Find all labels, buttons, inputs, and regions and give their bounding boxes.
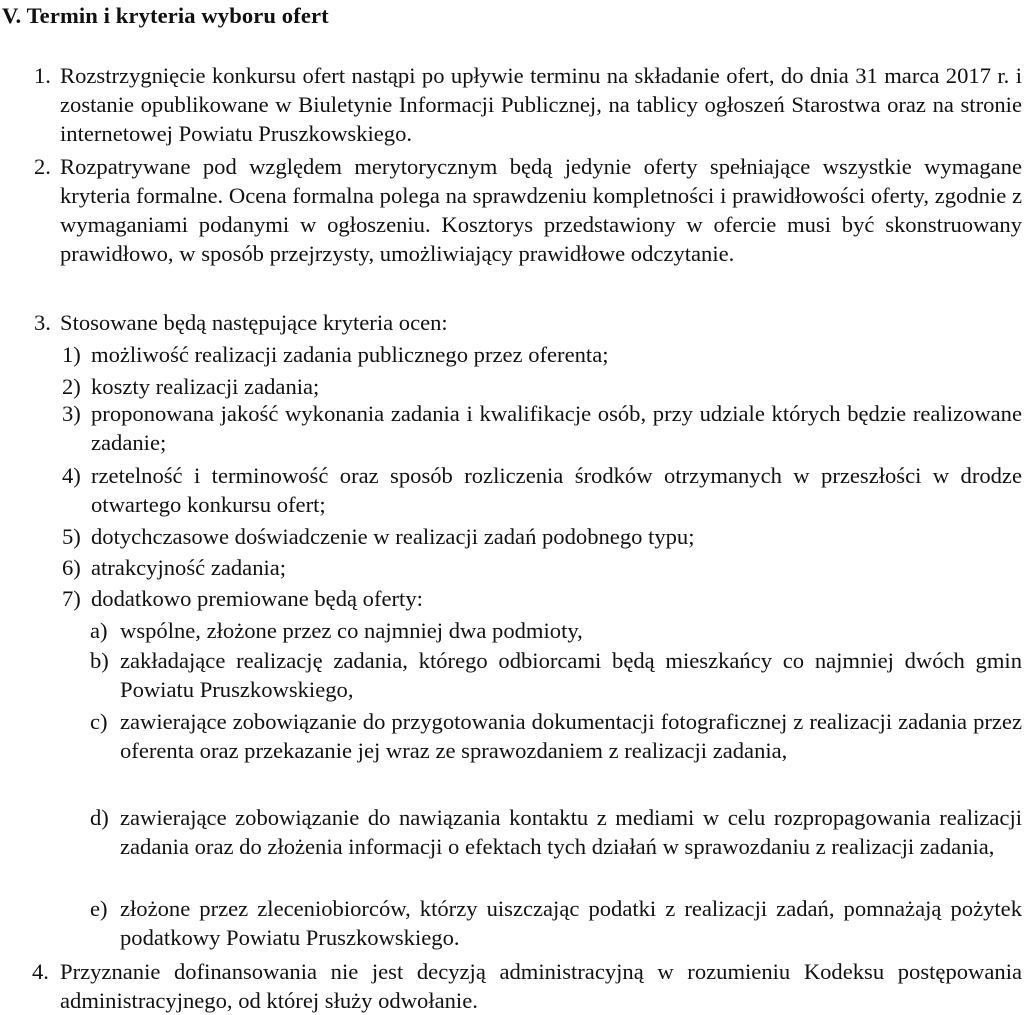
criterion-2-text: koszty realizacji zadania; bbox=[91, 374, 320, 399]
point-1-number: 1. bbox=[34, 63, 51, 88]
section-heading: V. Termin i kryteria wyboru ofert bbox=[2, 3, 329, 28]
criterion-2-number: 2) bbox=[62, 374, 81, 399]
criterion-7-text: dodatkowo premiowane będą oferty: bbox=[91, 586, 423, 611]
criterion-1-number: 1) bbox=[62, 342, 81, 367]
sub-criterion-d-text: zawierające zobowiązanie do nawiązania kontaktu z mediami w celu rozpropagowania realizacji zadania oraz do złożenia informacji o efektach tych działań w sprawozdaniu z realizacji zadania, bbox=[120, 805, 1022, 859]
point-1-text: Rozstrzygnięcie konkursu ofert nastąpi po upływie terminu na składanie ofert, do dnia 31 marca 2017 r. i zostanie opublikowane w Biuletynie Informacji Publicznej, na tablicy ogłoszeń Starostwa oraz na stronie internetowej Powiatu Pruszkowskiego. bbox=[60, 63, 1022, 146]
point-3-number: 3. bbox=[34, 310, 51, 335]
sub-criterion-c-text: zawierające zobowiązanie do przygotowania dokumentacji fotograficznej z realizacji zadania przez oferenta oraz przekazanie jej wraz ze sprawozdaniem z realizacji zadania, bbox=[120, 709, 1022, 763]
criterion-6-number: 6) bbox=[62, 555, 81, 580]
criterion-3-number: 3) bbox=[62, 401, 81, 426]
criterion-5-text: dotychczasowe doświadczenie w realizacji zadań podobnego typu; bbox=[91, 524, 695, 549]
sub-criterion-a-text: wspólne, złożone przez co najmniej dwa podmioty, bbox=[120, 618, 583, 643]
criterion-3-text: proponowana jakość wykonania zadania i kwalifikacje osób, przy udziale których będzie realizowane zadanie; bbox=[91, 401, 1022, 455]
sub-criterion-a-letter: a) bbox=[90, 618, 108, 643]
point-3-text: Stosowane będą następujące kryteria ocen: bbox=[60, 310, 448, 335]
sub-criterion-d-letter: d) bbox=[90, 805, 109, 830]
criterion-6-text: atrakcyjność zadania; bbox=[91, 555, 287, 580]
sub-criterion-b-letter: b) bbox=[90, 648, 109, 673]
sub-criterion-b-text: zakładające realizację zadania, którego odbiorcami będą mieszkańcy co najmniej dwóch gmin Powiatu Pruszkowskiego, bbox=[120, 648, 1022, 702]
criterion-5-number: 5) bbox=[62, 524, 81, 549]
criterion-4-number: 4) bbox=[62, 463, 81, 488]
point-4-number: 4. bbox=[32, 959, 49, 984]
criterion-1-text: możliwość realizacji zadania publicznego przez oferenta; bbox=[91, 342, 609, 367]
sub-criterion-e-letter: e) bbox=[90, 896, 108, 921]
criterion-4-text: rzetelność i terminowość oraz sposób rozliczenia środków otrzymanych w przeszłości w drodze otwartego konkursu ofert; bbox=[91, 463, 1022, 517]
point-4-text: Przyznanie dofinansowania nie jest decyzją administracyjną w rozumieniu Kodeksu postępowania administracyjnego, od której służy odwołanie. bbox=[60, 959, 1022, 1013]
point-2-text: Rozpatrywane pod względem merytorycznym będą jedynie oferty spełniające wszystkie wymagane kryteria formalne. Ocena formalna polega na sprawdzeniu kompletności i prawidłowości oferty, zgodnie z wymaganiami podanymi w ogłoszeniu. Kosztorys przedstawiony w ofercie musi być skonstruowany prawidłowo, w sposób przejrzysty, umożliwiający prawidłowe odczytanie. bbox=[60, 154, 1022, 266]
sub-criterion-c-letter: c) bbox=[90, 709, 108, 734]
criterion-7-number: 7) bbox=[62, 586, 81, 611]
point-2-number: 2. bbox=[34, 154, 51, 179]
sub-criterion-e-text: złożone przez zleceniobiorców, którzy uiszczając podatki z realizacji zadań, pomnażają pożytek podatkowy Powiatu Pruszkowskiego. bbox=[120, 896, 1022, 950]
